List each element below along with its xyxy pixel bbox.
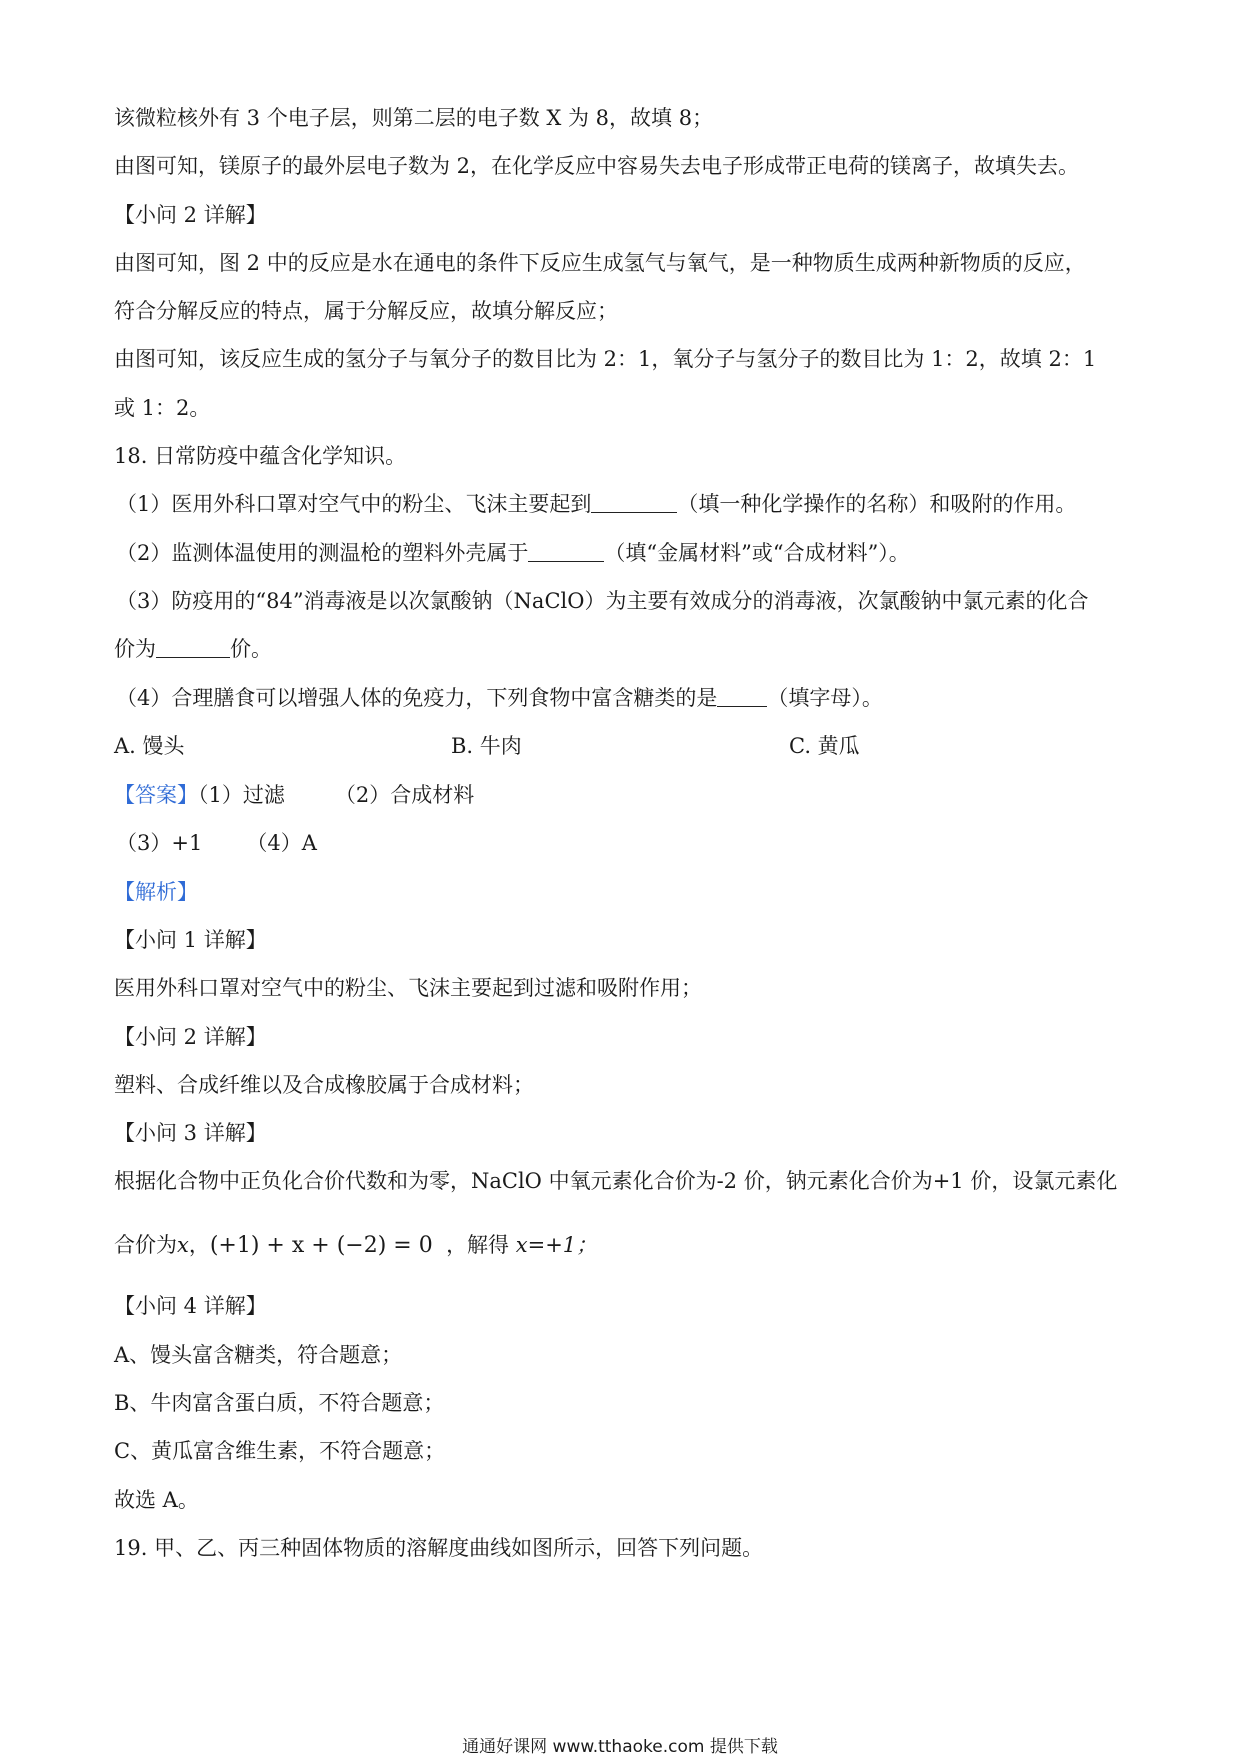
option-a: A. 馒头 bbox=[114, 734, 185, 758]
text-line: 由图可知，该反应生成的氢分子与氧分子的数目比为 2：1，氧分子与氢分子的数目比为 1：2，故填 2：1 bbox=[114, 347, 1097, 371]
question-title: 19. 甲、乙、丙三种固体物质的溶解度曲线如图所示，回答下列问题。 bbox=[114, 1536, 764, 1560]
option-b: B. 牛肉 bbox=[451, 734, 522, 758]
answer-blank bbox=[591, 492, 677, 513]
text-line: A、馒头富含糖类，符合题意； bbox=[114, 1343, 403, 1367]
answer-4: （4）A bbox=[246, 831, 317, 855]
answer-1: （1）过滤 bbox=[198, 783, 285, 807]
answer-3: （3）+1 bbox=[116, 831, 203, 855]
question-title: 18. 日常防疫中蕴含化学知识。 bbox=[114, 444, 407, 468]
analysis-label: 【解析】 bbox=[114, 880, 198, 904]
q18-part2-text: （2）监测体温使用的测温枪的塑料外壳属于 bbox=[116, 541, 529, 565]
q18-part3-cont bbox=[114, 634, 272, 664]
section-heading: 【小问 1 详解】 bbox=[114, 928, 267, 952]
option-c: C. 黄瓜 bbox=[789, 734, 860, 758]
answer-line bbox=[114, 780, 474, 810]
text-line: 医用外科口罩对空气中的粉尘、飞沫主要起到过滤和吸附作用； bbox=[114, 976, 702, 1000]
text-line: 或 1：2。 bbox=[114, 396, 211, 420]
section-heading: 【小问 2 详解】 bbox=[114, 203, 267, 227]
text-line: 故选 A。 bbox=[114, 1488, 199, 1512]
q18-part4 bbox=[116, 683, 883, 713]
q18-part1 bbox=[116, 489, 1076, 519]
text-line: B、牛肉富含蛋白质，不符合题意； bbox=[114, 1391, 445, 1415]
answer-blank bbox=[528, 541, 604, 562]
equation-prefix: 合价为 bbox=[114, 1233, 177, 1257]
answer-2: （2）合成材料 bbox=[334, 783, 475, 807]
q18-part3-text-end: 价。 bbox=[230, 637, 272, 661]
text-line: 由图可知，图 2 中的反应是水在通电的条件下反应生成氢气与氧气，是一种物质生成两种新物质的反应， bbox=[114, 251, 1086, 275]
q18-part1-text: （1）医用外科口罩对空气中的粉尘、飞沫主要起到 bbox=[116, 492, 592, 516]
text-line: 该微粒核外有 3 个电子层，则第二层的电子数 X 为 8，故填 8； bbox=[114, 106, 714, 130]
equation: (+1) + x + (−2) = 0 bbox=[209, 1233, 433, 1258]
q18-part1-text-end: （填一种化学操作的名称）和吸附的作用。 bbox=[677, 492, 1077, 516]
footer: 通通好课网 www.tthaoke.com 提供下载 bbox=[462, 1737, 778, 1757]
equation-suffix: ，解得 bbox=[446, 1233, 510, 1257]
text-line: C、黄瓜富含维生素，不符合题意； bbox=[114, 1439, 446, 1463]
q18-part2 bbox=[116, 538, 910, 568]
equation-line: 合价为x，(+1) + x + (−2) = 0 ，解得 x=+1； bbox=[114, 1233, 598, 1258]
text-line: 塑料、合成纤维以及合成橡胶属于合成材料； bbox=[114, 1073, 534, 1097]
answer-blank bbox=[156, 637, 230, 658]
text-line: 由图可知，镁原子的最外层电子数为 2，在化学反应中容易失去电子形成带正电荷的镁离子，故填失去。 bbox=[114, 154, 1080, 178]
result: x=+1； bbox=[515, 1233, 598, 1257]
answer-label: 【答案】 bbox=[114, 783, 198, 807]
q18-part3: （3）防疫用的“84”消毒液是以次氯酸钠（NaClO）为主要有效成分的消毒液，次氯酸钠中氯元素的化合 bbox=[116, 589, 1089, 613]
text-line: 符合分解反应的特点，属于分解反应，故填分解反应； bbox=[114, 299, 618, 323]
q18-part2-text-end: （填“金属材料”或“合成材料”）。 bbox=[604, 541, 910, 565]
section-heading: 【小问 3 详解】 bbox=[114, 1121, 267, 1145]
section-heading: 【小问 4 详解】 bbox=[114, 1294, 267, 1318]
section-heading: 【小问 2 详解】 bbox=[114, 1025, 267, 1049]
q18-part4-text: （4）合理膳食可以增强人体的免疫力，下列食物中富含糖类的是 bbox=[116, 686, 718, 710]
answer-blank bbox=[717, 686, 767, 707]
text-line: 根据化合物中正负化合价代数和为零，NaClO 中氧元素化合价为-2 价，钠元素化合价为+1 价，设氯元素化 bbox=[114, 1169, 1118, 1193]
q18-part4-text-end: （填字母）。 bbox=[767, 686, 883, 710]
answer-line-2 bbox=[116, 828, 317, 858]
variable-x: x bbox=[177, 1233, 189, 1257]
q18-part3-text: 价为 bbox=[114, 637, 156, 661]
